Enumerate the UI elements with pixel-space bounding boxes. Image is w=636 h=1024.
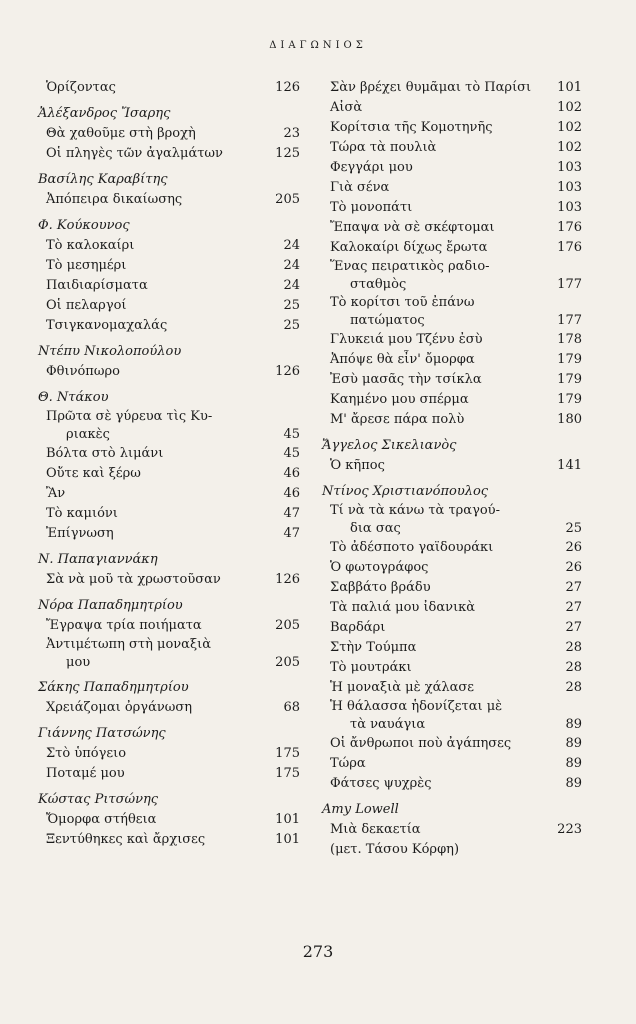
index-entry — [38, 256, 300, 276]
poem-title-line1: Ἡ θάλασσα ἡδονίζεται μὲ — [330, 699, 503, 714]
index-entry — [322, 456, 582, 476]
index-entry — [322, 138, 582, 158]
page-ref: 26 — [565, 560, 582, 575]
page-ref: 25 — [283, 318, 300, 333]
index-entry — [322, 558, 582, 578]
index-entry — [322, 330, 582, 350]
poem-title: Τὸ καλοκαίρι — [46, 238, 135, 253]
page-ref: 205 — [275, 192, 300, 207]
index-entry — [322, 774, 582, 794]
poem-title: Ὁ κῆπος — [330, 458, 385, 473]
poem-title-line2: μου — [66, 655, 91, 670]
index-entry — [322, 78, 582, 98]
poem-title: Ὄμορφα στήθεια — [46, 812, 157, 827]
poem-title: Ἀπόπειρα δικαίωσης — [46, 192, 183, 207]
index-entry — [322, 218, 582, 238]
poem-title-line2: ριακὲς — [66, 427, 110, 442]
index-entry — [38, 444, 300, 464]
index-column-left — [38, 78, 300, 850]
author-heading: Ἄγγελος Σικελιανὸς — [322, 438, 457, 453]
poem-title: Στὸ ὑπόγειο — [46, 746, 127, 761]
page-ref: 205 — [275, 655, 300, 670]
page-ref: 101 — [557, 80, 582, 95]
poem-title: Καλοκαίρι δίχως ἔρωτα — [330, 240, 488, 255]
page-ref: 27 — [565, 620, 582, 635]
poem-title: Φάτσες ψυχρὲς — [330, 776, 432, 791]
poem-title: Σαββάτο βράδυ — [330, 580, 431, 595]
page-ref: 45 — [283, 446, 300, 461]
page-ref: 45 — [283, 427, 300, 442]
page-ref: 141 — [557, 458, 582, 473]
page-ref: 101 — [275, 832, 300, 847]
poem-title: Τὸ μονοπάτι — [330, 200, 413, 215]
index-entry — [38, 276, 300, 296]
page-ref: 102 — [557, 100, 582, 115]
poem-title: Αἰσὰ — [330, 100, 363, 115]
page-ref: 89 — [565, 736, 582, 751]
page-ref: 101 — [275, 812, 300, 827]
poem-title: Ὁ φωτογράφος — [330, 560, 429, 575]
page-ref: 89 — [565, 717, 582, 732]
index-entry — [322, 410, 582, 430]
page-ref: 177 — [557, 313, 582, 328]
poem-title: (μετ. Τάσου Κόρφη) — [330, 842, 460, 857]
poem-title: Ποταμέ μου — [46, 766, 125, 781]
poem-title-line2: σταθμὸς — [350, 277, 407, 292]
index-entry — [322, 598, 582, 618]
author-heading: Βασίλης Καραβίτης — [38, 172, 168, 187]
index-entry — [322, 198, 582, 218]
index-entry — [38, 316, 300, 336]
poem-title: Χρειάζομαι ὀργάνωση — [46, 700, 193, 715]
poem-title — [322, 294, 474, 330]
index-entry — [322, 502, 582, 538]
page-ref: 46 — [283, 466, 300, 481]
page-ref: 23 — [283, 126, 300, 141]
page-ref: 27 — [565, 580, 582, 595]
page-ref: 178 — [557, 332, 582, 347]
poem-title — [322, 698, 502, 734]
index-entry — [322, 294, 582, 330]
author-heading: Φ. Κούκουνος — [38, 218, 130, 233]
index-entry — [322, 734, 582, 754]
page-ref: 47 — [283, 506, 300, 521]
index-entry — [38, 830, 300, 850]
index-entry — [38, 698, 300, 718]
index-entry — [322, 698, 582, 734]
poem-title: Ἔγραψα τρία ποιήματα — [46, 618, 202, 633]
page-ref: 24 — [283, 258, 300, 273]
page-ref: 175 — [275, 766, 300, 781]
page-ref: 25 — [283, 298, 300, 313]
page-ref: 28 — [565, 640, 582, 655]
author-heading: Γιάννης Πατσώνης — [38, 726, 166, 741]
index-entry — [38, 504, 300, 524]
page-ref: 180 — [557, 412, 582, 427]
index-entry — [38, 464, 300, 484]
poem-title: Ἔπαψα νὰ σὲ σκέφτομαι — [330, 220, 495, 235]
poem-title-line2: πατώματος — [350, 313, 425, 328]
poem-title: Ἡ μοναξιὰ μὲ χάλασε — [330, 680, 474, 695]
page-ref: 175 — [275, 746, 300, 761]
page-ref: 28 — [565, 660, 582, 675]
index-entry — [322, 754, 582, 774]
author-heading: Ἀλέξανδρος Ἴσαρης — [38, 106, 171, 121]
index-entry — [322, 578, 582, 598]
index-entry — [38, 524, 300, 544]
page-ref: 179 — [557, 392, 582, 407]
poem-title: Καημένο μου σπέρμα — [330, 392, 469, 407]
index-entry — [322, 258, 582, 294]
poem-title: Στὴν Τούμπα — [330, 640, 417, 655]
page-ref: 103 — [557, 200, 582, 215]
poem-title: Τὰ παλιά μου ἰδανικὰ — [330, 600, 476, 615]
page-ref: 24 — [283, 238, 300, 253]
poem-title: Φθινόπωρο — [46, 364, 120, 379]
index-entry — [38, 78, 300, 98]
index-entry — [322, 390, 582, 410]
index-entry — [38, 484, 300, 504]
author-heading: Νόρα Παπαδημητρίου — [38, 598, 183, 613]
index-entry — [322, 350, 582, 370]
poem-title-line2: τὰ ναυάγια — [350, 717, 426, 732]
author-heading: Κώστας Ριτσώνης — [38, 792, 159, 807]
index-column-right — [322, 78, 582, 860]
page-ref: 205 — [275, 618, 300, 633]
page-ref: 103 — [557, 180, 582, 195]
author-heading: Σάκης Παπαδημητρίου — [38, 680, 189, 695]
index-entry — [322, 538, 582, 558]
page-ref: 26 — [565, 540, 582, 555]
poem-title: Σὰ νὰ μοῦ τὰ χρωστοῦσαν — [46, 572, 221, 587]
page-ref: 223 — [557, 822, 582, 837]
index-entry — [322, 178, 582, 198]
page-ref: 126 — [275, 572, 300, 587]
poem-title: Οἱ πληγὲς τῶν ἀγαλμάτων — [46, 146, 223, 161]
poem-title-line1: Πρῶτα σὲ γύρευα τὶς Κυ- — [46, 409, 213, 424]
poem-title: Τὸ μουτράκι — [330, 660, 412, 675]
author-heading: Ν. Παπαγιαννάκη — [38, 552, 158, 567]
poem-title: Ἂν — [46, 486, 66, 501]
index-entry — [322, 238, 582, 258]
index-entry — [38, 236, 300, 256]
page-ref: 24 — [283, 278, 300, 293]
poem-title-line2: δια σας — [350, 521, 401, 536]
index-entry — [322, 98, 582, 118]
poem-title: Οὔτε καὶ ξέρω — [46, 466, 141, 481]
poem-title: Ὁρίζοντας — [46, 80, 116, 95]
poem-title: Γλυκειά μου Τζένυ ἐσὺ — [330, 332, 483, 347]
page-ref: 179 — [557, 352, 582, 367]
poem-title: Βόλτα στὸ λιμάνι — [46, 446, 164, 461]
index-entry — [38, 616, 300, 636]
poem-title: Μιὰ δεκαετία — [330, 822, 421, 837]
poem-title-line1: Ἕνας πειρατικὸς ραδιο- — [330, 259, 490, 274]
index-entry — [322, 370, 582, 390]
index-entry — [322, 840, 582, 860]
poem-title — [38, 408, 212, 444]
page-ref: 89 — [565, 776, 582, 791]
poem-title: Τώρα τὰ πουλιὰ — [330, 140, 437, 155]
index-entry — [38, 570, 300, 590]
index-entry — [38, 764, 300, 784]
poem-title — [322, 258, 490, 294]
page-ref: 89 — [565, 756, 582, 771]
page-number: 273 — [302, 942, 334, 961]
poem-title: Θὰ χαθοῦμε στὴ βροχὴ — [46, 126, 196, 141]
index-entry — [38, 744, 300, 764]
author-heading: Amy Lowell — [322, 802, 399, 817]
page-ref: 125 — [275, 146, 300, 161]
poem-title: Τὸ καμιόνι — [46, 506, 118, 521]
index-entry — [38, 124, 300, 144]
index-entry — [322, 158, 582, 178]
index-entry — [322, 618, 582, 638]
poem-title: Κορίτσια τῆς Κομοτηνῆς — [330, 120, 493, 135]
page-ref: 126 — [275, 80, 300, 95]
page-ref: 176 — [557, 220, 582, 235]
page-ref: 179 — [557, 372, 582, 387]
index-entry — [38, 362, 300, 382]
page-ref: 27 — [565, 600, 582, 615]
page-ref: 103 — [557, 160, 582, 175]
poem-title: Παιδιαρίσματα — [46, 278, 148, 293]
page-ref: 68 — [283, 700, 300, 715]
poem-title: Τώρα — [330, 756, 366, 771]
author-heading: Θ. Ντάκου — [38, 390, 109, 405]
poem-title: Ἀπόψε θὰ εἶν' ὄμορφα — [330, 352, 475, 367]
index-entry — [38, 296, 300, 316]
poem-title: Φεγγάρι μου — [330, 160, 413, 175]
page-ref: 102 — [557, 140, 582, 155]
index-entry — [322, 820, 582, 840]
poem-title: Ξεντύθηκες καὶ ἄρχισες — [46, 832, 206, 847]
page-ref: 25 — [565, 521, 582, 536]
poem-title: Τὸ μεσημέρι — [46, 258, 127, 273]
page-ref: 126 — [275, 364, 300, 379]
page-ref: 28 — [565, 680, 582, 695]
index-entry — [322, 658, 582, 678]
running-head: ΔΙΑΓΩΝΙΟΣ — [269, 40, 367, 51]
poem-title-line1: Τὸ κορίτσι τοῦ ἐπάνω — [330, 295, 475, 310]
page-ref: 47 — [283, 526, 300, 541]
poem-title-line1: Τί νὰ τὰ κάνω τὰ τραγού- — [330, 503, 500, 518]
author-heading: Ντίνος Χριστιανόπουλος — [322, 484, 489, 499]
poem-title: Μ' ἄρεσε πάρα πολὺ — [330, 412, 465, 427]
author-heading: Ντέπυ Νικολοπούλου — [38, 344, 182, 359]
index-entry — [38, 810, 300, 830]
poem-title: Σὰν βρέχει θυμᾶμαι τὸ Παρίσι — [330, 80, 532, 95]
index-entry — [322, 638, 582, 658]
poem-title: Τὸ ἀδέσποτο γαϊδουράκι — [330, 540, 494, 555]
index-entry — [38, 636, 300, 672]
poem-title: Τσιγκανομαχαλάς — [46, 318, 168, 333]
index-entry — [38, 144, 300, 164]
poem-title: Οἱ ἄνθρωποι ποὺ ἀγάπησες — [330, 736, 512, 751]
index-entry — [38, 190, 300, 210]
poem-title: Οἱ πελαργοί — [46, 298, 127, 313]
poem-title: Γιὰ σένα — [330, 180, 390, 195]
poem-title — [38, 636, 211, 672]
poem-title: Ἐπίγνωση — [46, 526, 114, 541]
index-entry — [38, 408, 300, 444]
page-ref: 176 — [557, 240, 582, 255]
page-ref: 177 — [557, 277, 582, 292]
poem-title-line1: Ἀντιμέτωπη στὴ μοναξιὰ — [46, 637, 212, 652]
page-ref: 102 — [557, 120, 582, 135]
poem-title: Ἐσὺ μασᾶς τὴν τσίκλα — [330, 372, 482, 387]
index-entry — [322, 678, 582, 698]
index-entry — [322, 118, 582, 138]
page-ref: 46 — [283, 486, 300, 501]
poem-title: Βαρδάρι — [330, 620, 386, 635]
poem-title — [322, 502, 500, 538]
